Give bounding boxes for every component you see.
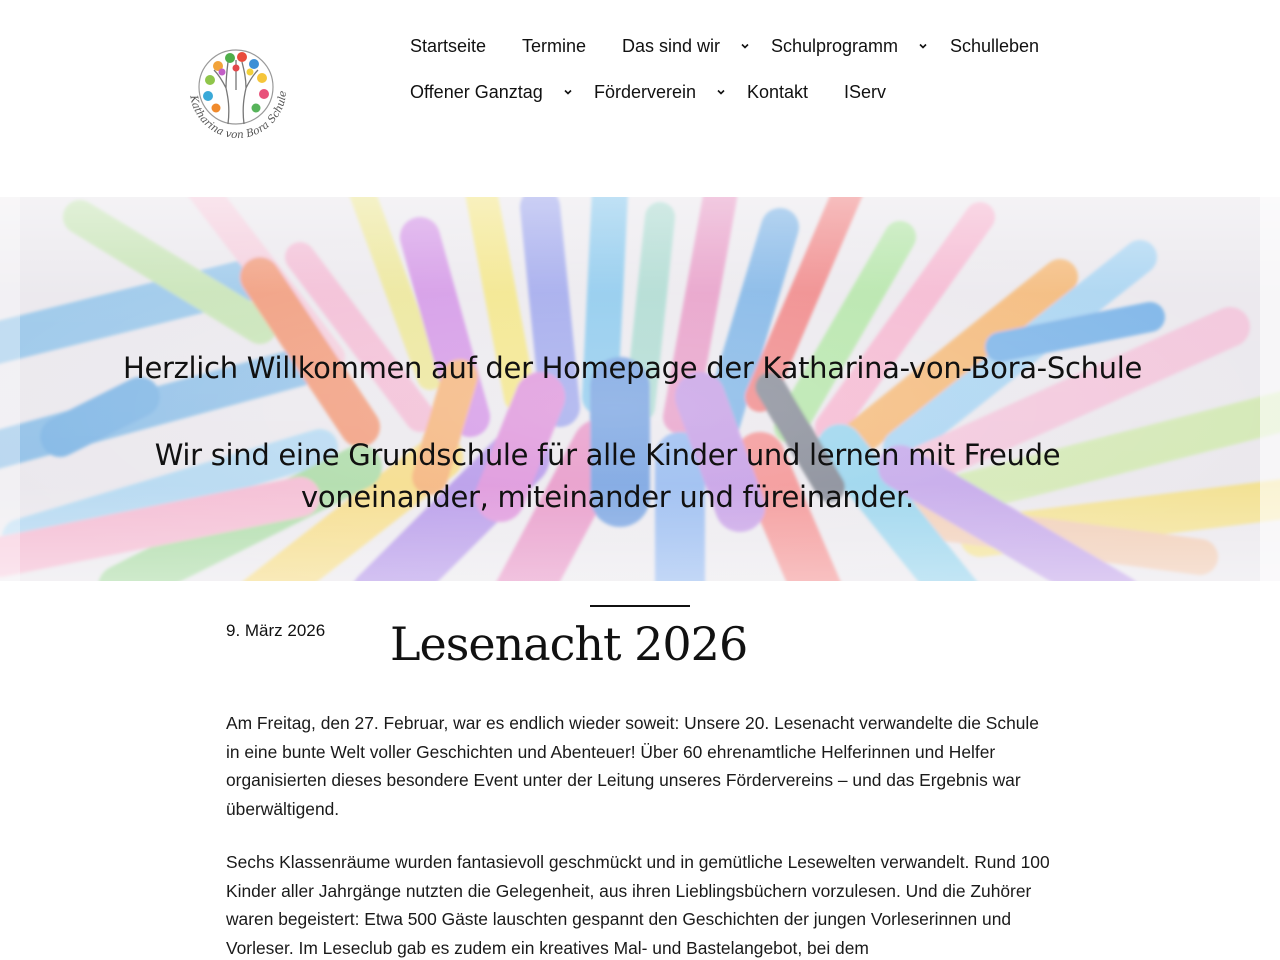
nav-label[interactable]: Das sind wir xyxy=(622,35,721,56)
site-header xyxy=(0,0,1280,197)
nav-row-2 xyxy=(410,76,1110,108)
nav-label[interactable]: Schulprogramm xyxy=(771,35,899,56)
nav-item-iserv[interactable] xyxy=(844,82,886,103)
logo-hands-circle-icon xyxy=(178,42,298,146)
post-date[interactable]: 9. März 2026 xyxy=(226,621,326,640)
nav-item-schulprogramm[interactable] xyxy=(771,36,950,57)
nav-label[interactable]: Termine xyxy=(522,35,587,56)
chevron-down-icon[interactable] xyxy=(918,41,928,51)
nav-label[interactable]: IServ xyxy=(844,81,887,102)
hero-text xyxy=(0,197,1280,581)
nav-item-das-sind-wir[interactable] xyxy=(622,36,771,57)
nav-item-kontakt[interactable] xyxy=(747,82,844,103)
hero-banner xyxy=(0,197,1280,581)
post-paragraph: Sechs Klassenräume wurden fantasievoll geschmückt und in gemütliche Lesewelten verwandelt. Rund 100 Kinder aller Jahrgänge nutzten die Gelegenheit, aus ihren Lieblingsbüchern vorzulesen. Und die Zuhörer waren begeistert: Etwa 500 Gäste lauschten gespannt den Geschichten der jungen Vorleserinnen und Vorleser. Im Leseclub gab es zudem ein kreatives Mal- und Bastelangebot, bei dem xyxy=(226,851,1050,958)
nav-label[interactable]: Schulleben xyxy=(950,35,1040,56)
title-divider xyxy=(590,605,690,607)
post-title[interactable]: Lesenacht 2026 xyxy=(390,617,748,671)
post-content xyxy=(226,709,1056,960)
nav-label[interactable]: Förderverein xyxy=(594,81,697,102)
nav-item-startseite[interactable] xyxy=(410,36,522,57)
nav-item-foerderverein[interactable] xyxy=(594,82,747,103)
nav-label[interactable]: Kontakt xyxy=(747,81,809,102)
svg-text:Katharina von Bora Schule: Katharina von Bora Schule xyxy=(187,90,290,142)
nav-item-offener-ganztag[interactable] xyxy=(410,82,594,103)
nav-row-1 xyxy=(410,30,1110,62)
chevron-down-icon[interactable] xyxy=(716,87,726,97)
chevron-down-icon[interactable] xyxy=(563,87,573,97)
main-navigation xyxy=(410,30,1110,122)
nav-item-termine[interactable] xyxy=(522,36,622,57)
hero-subline: Wir sind eine Grundschule für alle Kinder und lernen mit Freude voneinander, miteinander und füreinander. xyxy=(154,438,1061,514)
hero-headline: Herzlich Willkommen auf der Homepage der Katharina-von-Bora-Schule xyxy=(122,351,1143,385)
post-paragraph: Am Freitag, den 27. Februar, war es endlich wieder soweit: Unsere 20. Lesenacht verwandelte die Schule in eine bunte Welt voller Geschichten und Abenteuer! Über 60 ehrenamtliche Helferinnen und Helfer organisierten dieses besondere Event unter der Leitung unseres Fördervereins – und das Ergebnis war überwältigend. xyxy=(226,713,1039,820)
nav-item-schulleben[interactable] xyxy=(950,36,1039,57)
chevron-down-icon[interactable] xyxy=(740,41,750,51)
nav-label[interactable]: Startseite xyxy=(410,35,487,56)
school-logo[interactable] xyxy=(178,42,298,146)
nav-label[interactable]: Offener Ganztag xyxy=(410,81,543,102)
